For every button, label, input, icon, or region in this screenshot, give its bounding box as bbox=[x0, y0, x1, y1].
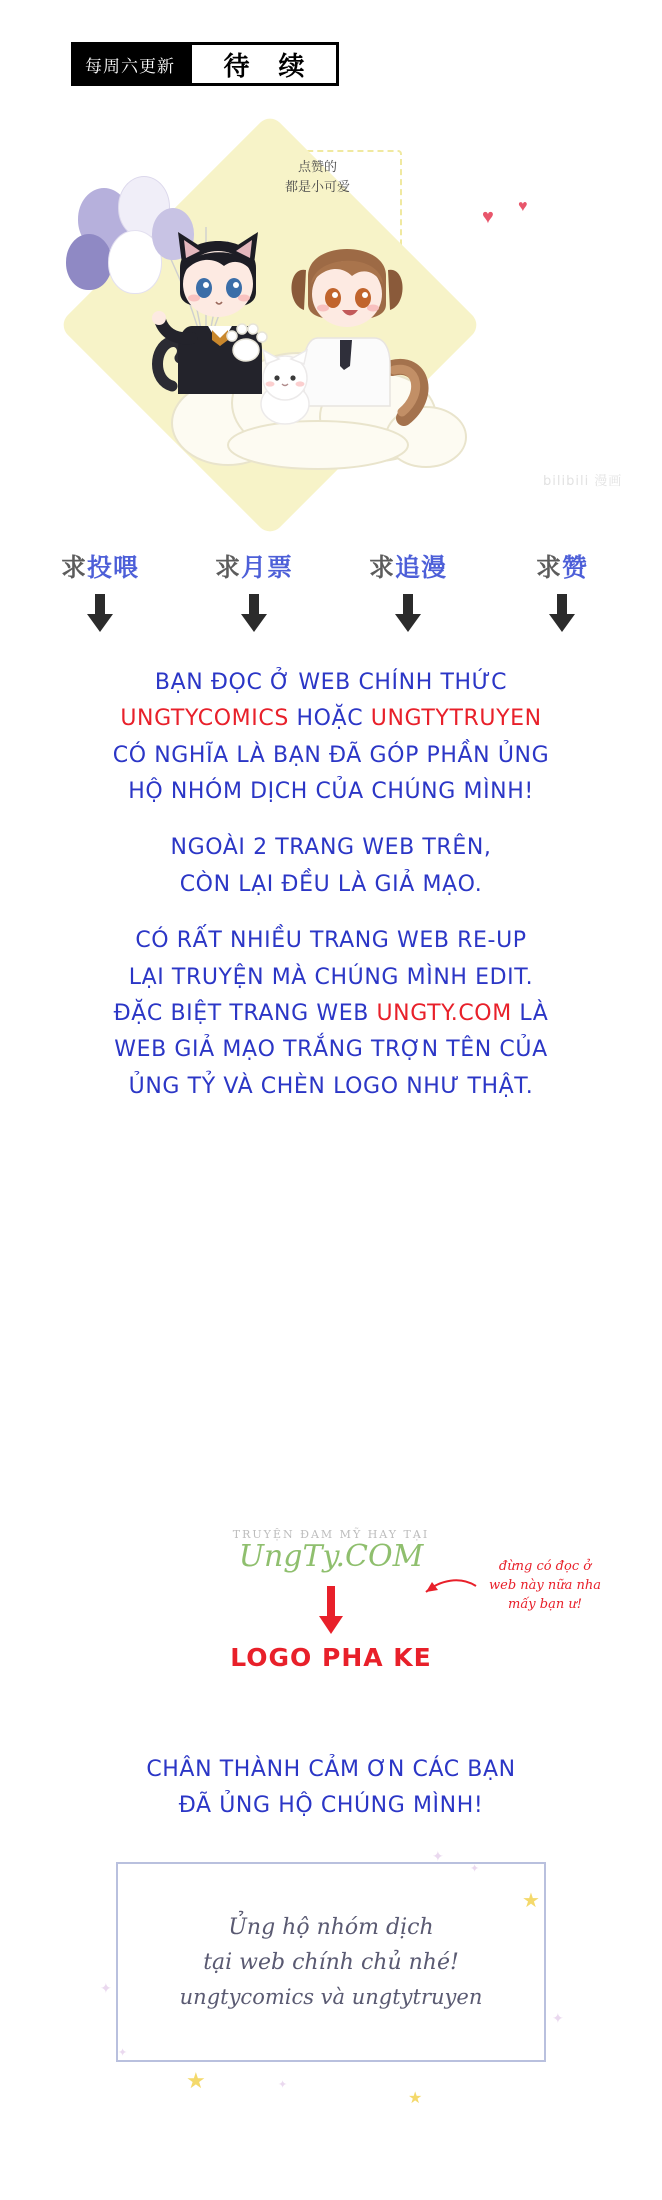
down-arrow-icon-1 bbox=[87, 594, 113, 632]
announcement-paragraph-2 bbox=[0, 833, 662, 900]
support-line-1: Ủng hộ nhóm dịch bbox=[228, 1915, 434, 1940]
support-line-3: ungtycomics và ungtytruyen bbox=[179, 1985, 483, 2009]
speech-line-1: 点赞的 bbox=[298, 160, 338, 175]
support-card bbox=[116, 1862, 546, 2062]
ask-item-follow bbox=[353, 548, 463, 632]
ask-word: 追漫 bbox=[395, 553, 448, 582]
to-be-continued-label: 待 续 bbox=[189, 42, 339, 86]
sparkle-icon-2: ✦ bbox=[470, 1863, 480, 1875]
sparkle-icon-4: ✦ bbox=[118, 2047, 128, 2059]
support-line-2: tại web chính chủ nhé! bbox=[203, 1950, 459, 1975]
ask-label-feed bbox=[45, 548, 155, 584]
fake-site-name: UNGTY.COM bbox=[376, 1000, 512, 1026]
top-banner bbox=[71, 42, 339, 86]
ask-item-feed bbox=[45, 548, 155, 632]
star-icon-2: ★ bbox=[186, 2068, 206, 2093]
ask-item-like bbox=[507, 548, 617, 632]
thanks-line-1: CHÂN THÀNH CẢM ƠN CÁC BẠN bbox=[146, 1757, 516, 1782]
down-arrow-icon-3 bbox=[395, 594, 421, 632]
ask-item-monthly-ticket bbox=[199, 548, 309, 632]
ask-prefix: 求 bbox=[214, 553, 241, 582]
announcement-line: HỘ NHÓM DỊCH CỦA CHÚNG MÌNH! bbox=[128, 779, 534, 805]
fake-site-warning-note bbox=[470, 1558, 620, 1615]
ask-label-follow bbox=[353, 548, 463, 584]
ask-row bbox=[0, 548, 662, 632]
sparkle-icon-3: ✦ bbox=[100, 1980, 112, 1996]
speech-line-2: 都是小可爱 bbox=[285, 179, 351, 195]
site-separator: HOẶC bbox=[288, 706, 371, 732]
star-icon-1: ★ bbox=[522, 1890, 540, 1912]
announcement-paragraph-3 bbox=[0, 926, 662, 1102]
sparkle-icon-6: ✦ bbox=[278, 2079, 288, 2091]
warning-note-line-3: mấy bạn ư! bbox=[508, 1596, 582, 1612]
ask-word: 投喂 bbox=[87, 553, 140, 582]
ask-prefix: 求 bbox=[60, 553, 87, 582]
star-icon-3: ★ bbox=[408, 2090, 423, 2107]
down-arrow-icon-red bbox=[319, 1586, 343, 1639]
announcement-line: NGOÀI 2 TRANG WEB TRÊN, bbox=[170, 835, 492, 861]
fake-logo-section bbox=[0, 1528, 662, 1672]
ask-word: 赞 bbox=[562, 553, 589, 582]
announcement-text bbox=[0, 668, 662, 1108]
site-name-2: UNGTYTRUYEN bbox=[370, 706, 542, 732]
paw-print-icon bbox=[222, 320, 270, 366]
fake-logo-tagline: TRUYỆN ĐAM MỸ HAY TẠI bbox=[232, 1528, 430, 1541]
balloon-purple-2 bbox=[66, 234, 112, 290]
heart-icon-2: ♥ bbox=[518, 198, 528, 215]
bilibili-watermark: bilibili 漫画 bbox=[543, 474, 623, 489]
speech-bubble-text bbox=[285, 158, 350, 197]
support-card-content bbox=[118, 1864, 544, 2060]
announcement-line: CÓ RẤT NHIỀU TRANG WEB RE-UP bbox=[135, 928, 527, 954]
ask-label-like bbox=[507, 548, 617, 584]
announcement-line: CÓ NGHĨA LÀ BẠN ĐÃ GÓP PHẦN ỦNG bbox=[112, 742, 550, 768]
announcement-line: LẠI TRUYỆN MÀ CHÚNG MÌNH EDIT. bbox=[128, 964, 534, 990]
announcement-line: BẠN ĐỌC Ở WEB CHÍNH THỨC bbox=[154, 670, 508, 695]
site-name-1: UNGTYCOMICS bbox=[120, 706, 289, 732]
announcement-paragraph-1 bbox=[0, 668, 662, 807]
fake-site-suffix: LÀ bbox=[511, 1000, 549, 1026]
announcement-line: CÒN LẠI ĐỀU LÀ GIẢ MẠO. bbox=[179, 871, 483, 897]
announcement-line-sites bbox=[0, 704, 662, 734]
announcement-line: WEB GIẢ MẠO TRẮNG TRỢN TÊN CỦA bbox=[114, 1037, 548, 1063]
warning-note-line-2: web này nữa nha bbox=[489, 1577, 601, 1593]
sparkle-icon-5: ✦ bbox=[552, 2010, 564, 2026]
ask-prefix: 求 bbox=[368, 553, 395, 582]
down-arrow-icon-2 bbox=[241, 594, 267, 632]
thanks-line-2: ĐÃ ỦNG HỘ CHÚNG MÌNH! bbox=[178, 1793, 484, 1819]
fake-site-prefix: ĐẶC BIỆT TRANG WEB bbox=[113, 1000, 377, 1026]
fake-logo-name: UngTy.COM bbox=[238, 1539, 424, 1574]
ask-prefix: 求 bbox=[535, 553, 562, 582]
announcement-line-fake-site bbox=[0, 999, 662, 1029]
heart-icon-1: ♥ bbox=[482, 206, 494, 228]
warning-note-line-1: đừng có đọc ở bbox=[498, 1559, 592, 1574]
update-schedule-label: 每周六更新 bbox=[71, 42, 189, 86]
thanks-text bbox=[0, 1755, 662, 1828]
down-arrow-icon-4 bbox=[549, 594, 575, 632]
ask-label-monthly-ticket bbox=[199, 548, 309, 584]
fake-logo-caption: LOGO PHA KE bbox=[230, 1643, 432, 1672]
ask-word: 月票 bbox=[241, 553, 294, 582]
sparkle-icon-1: ✦ bbox=[432, 1848, 444, 1864]
announcement-line: ỦNG TỶ VÀ CHÈN LOGO NHƯ THẬT. bbox=[128, 1073, 534, 1099]
